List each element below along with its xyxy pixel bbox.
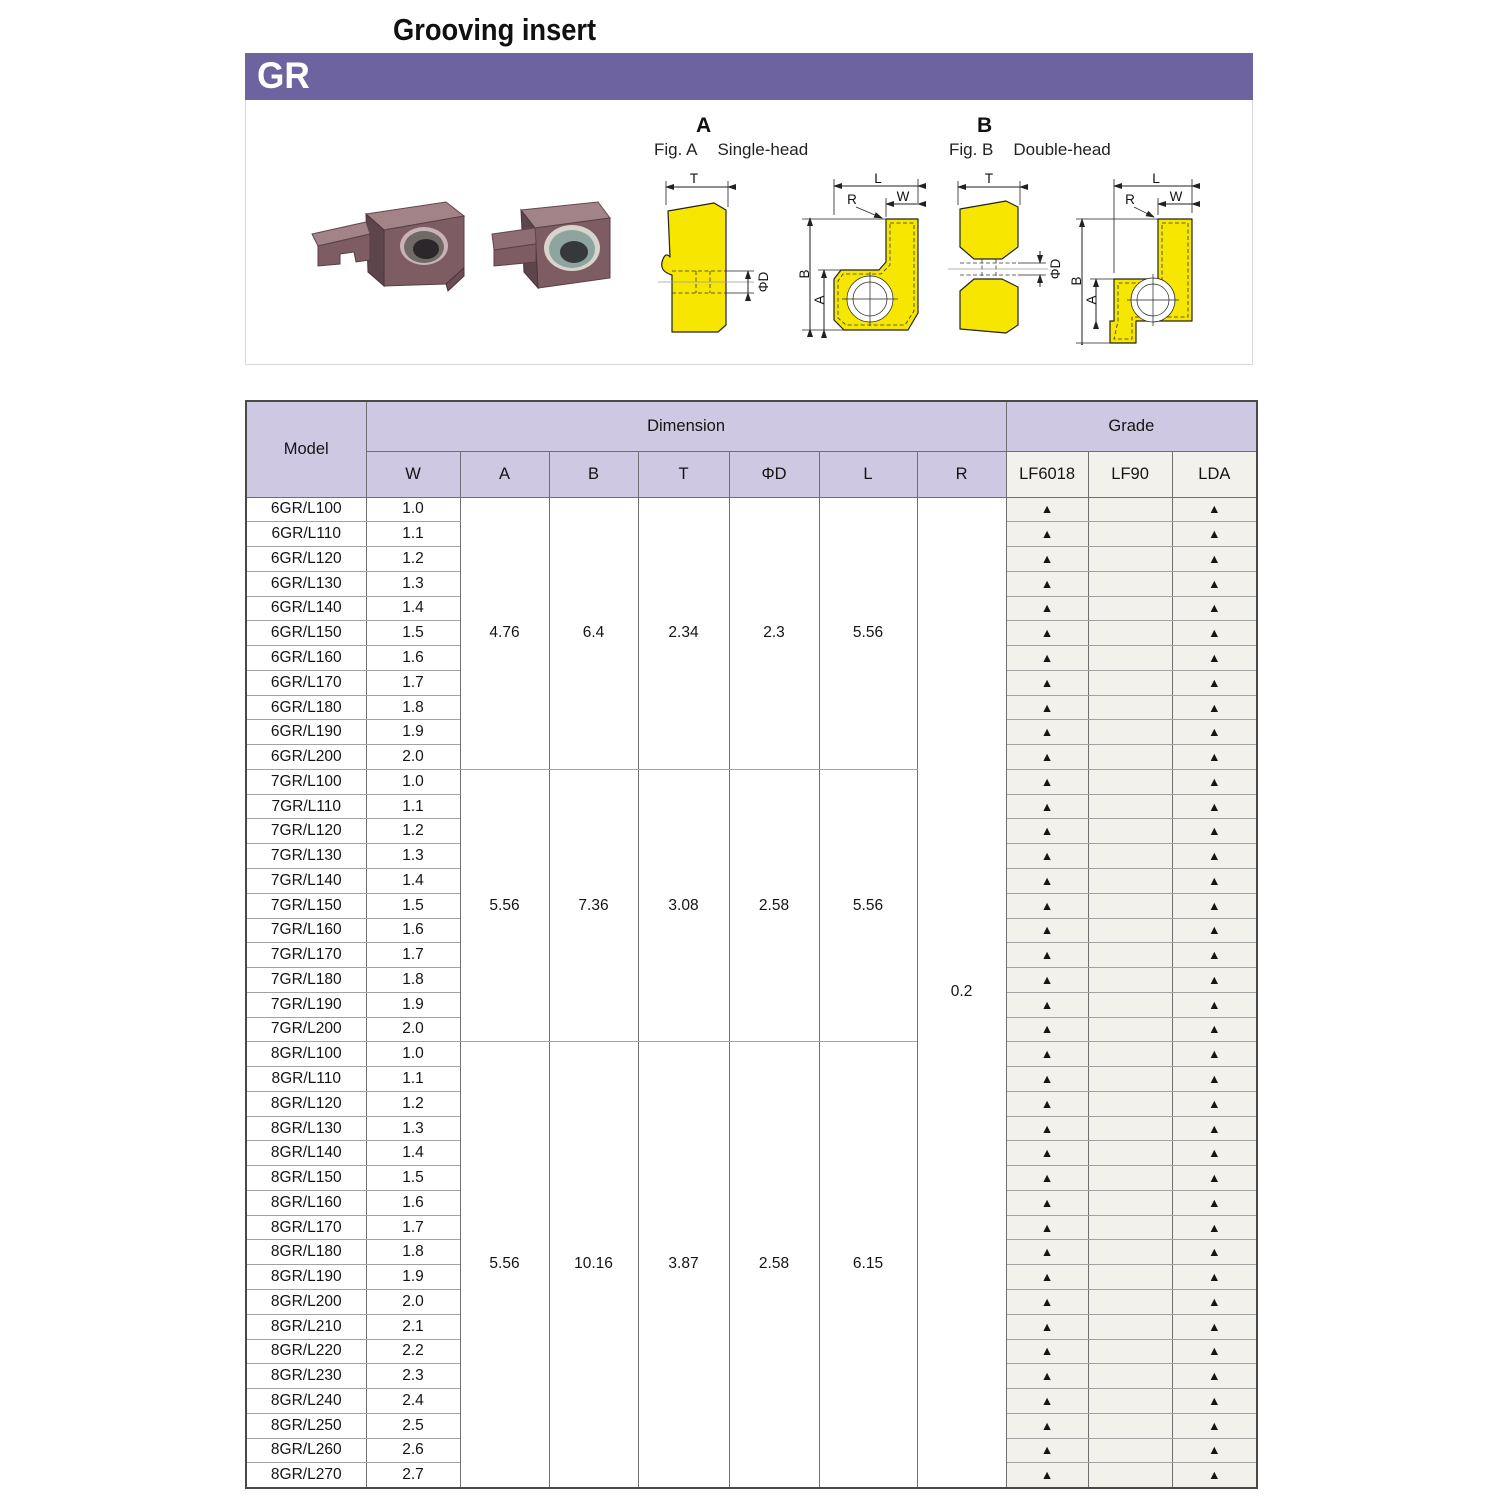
grade-mark-cell-lda: ▲	[1172, 547, 1257, 572]
grade-mark-cell-lf90	[1088, 1116, 1172, 1141]
grade-mark-cell-lf6018: ▲	[1006, 1166, 1088, 1191]
grade-mark-cell-lf90	[1088, 646, 1172, 671]
dim-t-cell: 2.34	[638, 497, 729, 769]
w-cell: 2.3	[366, 1364, 460, 1389]
grade-mark-cell-lf6018: ▲	[1006, 1042, 1088, 1067]
spec-table-body	[246, 497, 1257, 1488]
grade-mark-cell-lf90	[1088, 596, 1172, 621]
fig-a-side-view-diagram	[654, 173, 774, 345]
model-cell: 8GR/L120	[246, 1091, 366, 1116]
col-header-model: Model	[246, 401, 366, 497]
grade-mark-cell-lda: ▲	[1172, 893, 1257, 918]
grade-mark-cell-lda: ▲	[1172, 1166, 1257, 1191]
grade-mark-cell-lf6018: ▲	[1006, 1141, 1088, 1166]
model-cell: 7GR/L170	[246, 943, 366, 968]
model-cell: 7GR/L180	[246, 968, 366, 993]
grade-mark-cell-lda: ▲	[1172, 1339, 1257, 1364]
grade-mark-cell-lda: ▲	[1172, 918, 1257, 943]
model-cell: 7GR/L140	[246, 868, 366, 893]
w-cell: 1.7	[366, 943, 460, 968]
grade-mark-cell-lf6018: ▲	[1006, 1290, 1088, 1315]
w-cell: 1.9	[366, 1265, 460, 1290]
col-header-b: B	[549, 451, 638, 497]
grade-mark-cell-lf6018: ▲	[1006, 1413, 1088, 1438]
grade-mark-cell-lf90	[1088, 1265, 1172, 1290]
col-header-lf90: LF90	[1088, 451, 1172, 497]
w-cell: 1.7	[366, 670, 460, 695]
grade-mark-cell-lf90	[1088, 943, 1172, 968]
w-cell: 1.6	[366, 1190, 460, 1215]
grade-mark-cell-lda: ▲	[1172, 646, 1257, 671]
grade-mark-cell-lf90	[1088, 1290, 1172, 1315]
grade-mark-cell-lf6018: ▲	[1006, 819, 1088, 844]
grade-mark-cell-lf6018: ▲	[1006, 918, 1088, 943]
grade-mark-cell-lf6018: ▲	[1006, 1017, 1088, 1042]
dim-a-cell: 5.56	[460, 769, 549, 1041]
model-cell: 8GR/L200	[246, 1290, 366, 1315]
model-cell: 7GR/L100	[246, 769, 366, 794]
model-cell: 8GR/L130	[246, 1116, 366, 1141]
w-cell: 1.6	[366, 646, 460, 671]
grade-mark-cell-lf90	[1088, 1463, 1172, 1488]
col-header-lda: LDA	[1172, 451, 1257, 497]
w-cell: 1.2	[366, 1091, 460, 1116]
model-cell: 8GR/L100	[246, 1042, 366, 1067]
grade-mark-cell-lda: ▲	[1172, 621, 1257, 646]
w-cell: 2.0	[366, 745, 460, 770]
dim-label-l: L	[1152, 173, 1160, 186]
w-cell: 1.1	[366, 794, 460, 819]
model-cell: 7GR/L190	[246, 992, 366, 1017]
grade-mark-cell-lf90	[1088, 1042, 1172, 1067]
w-cell: 2.4	[366, 1389, 460, 1414]
grade-mark-cell-lf90	[1088, 992, 1172, 1017]
grade-mark-cell-lf90	[1088, 695, 1172, 720]
product-photos	[296, 172, 626, 342]
grade-mark-cell-lda: ▲	[1172, 1463, 1257, 1488]
w-cell: 2.1	[366, 1314, 460, 1339]
grade-mark-cell-lf90	[1088, 893, 1172, 918]
grade-mark-cell-lda: ▲	[1172, 1042, 1257, 1067]
grade-mark-cell-lf90	[1088, 769, 1172, 794]
table-row	[246, 1042, 1257, 1067]
model-cell: 7GR/L200	[246, 1017, 366, 1042]
grade-mark-cell-lf6018: ▲	[1006, 1265, 1088, 1290]
model-cell: 6GR/L150	[246, 621, 366, 646]
grade-mark-cell-lf90	[1088, 497, 1172, 522]
w-cell: 1.6	[366, 918, 460, 943]
grade-mark-cell-lf6018: ▲	[1006, 1438, 1088, 1463]
model-cell: 8GR/L240	[246, 1389, 366, 1414]
grade-mark-cell-lf6018: ▲	[1006, 1067, 1088, 1092]
grade-mark-cell-lf6018: ▲	[1006, 1091, 1088, 1116]
col-header-phid: ΦD	[729, 451, 819, 497]
w-cell: 2.0	[366, 1017, 460, 1042]
product-photo-double-head	[492, 202, 610, 288]
grade-mark-cell-lf90	[1088, 1413, 1172, 1438]
grade-mark-cell-lf90	[1088, 621, 1172, 646]
grade-mark-cell-lf6018: ▲	[1006, 1463, 1088, 1488]
grade-mark-cell-lda: ▲	[1172, 522, 1257, 547]
grade-mark-cell-lf6018: ▲	[1006, 646, 1088, 671]
w-cell: 1.3	[366, 1116, 460, 1141]
w-cell: 1.1	[366, 522, 460, 547]
grade-mark-cell-lda: ▲	[1172, 1438, 1257, 1463]
dim-label-l: L	[874, 173, 882, 186]
model-cell: 8GR/L260	[246, 1438, 366, 1463]
grade-mark-cell-lf90	[1088, 1017, 1172, 1042]
model-cell: 6GR/L200	[246, 745, 366, 770]
grade-mark-cell-lda: ▲	[1172, 819, 1257, 844]
fig-a-caption-type: Single-head	[717, 140, 809, 159]
grade-mark-cell-lf6018: ▲	[1006, 1364, 1088, 1389]
model-cell: 8GR/L250	[246, 1413, 366, 1438]
fig-a-caption	[654, 140, 808, 160]
col-header-grade: Grade	[1006, 401, 1257, 451]
model-cell: 8GR/L140	[246, 1141, 366, 1166]
grade-mark-cell-lda: ▲	[1172, 844, 1257, 869]
page-title: Grooving insert	[393, 12, 597, 47]
w-cell: 1.7	[366, 1215, 460, 1240]
w-cell: 1.5	[366, 621, 460, 646]
dim-label-w: W	[896, 189, 910, 204]
grade-mark-cell-lf90	[1088, 1091, 1172, 1116]
model-cell: 8GR/L160	[246, 1190, 366, 1215]
grade-mark-cell-lf6018: ▲	[1006, 522, 1088, 547]
grade-mark-cell-lf90	[1088, 844, 1172, 869]
model-cell: 7GR/L120	[246, 819, 366, 844]
w-cell: 1.3	[366, 571, 460, 596]
grade-mark-cell-lda: ▲	[1172, 497, 1257, 522]
col-header-lf6018: LF6018	[1006, 451, 1088, 497]
grade-mark-cell-lda: ▲	[1172, 1240, 1257, 1265]
grade-mark-cell-lf90	[1088, 745, 1172, 770]
w-cell: 1.0	[366, 497, 460, 522]
col-header-w: W	[366, 451, 460, 497]
dim-label-t: T	[984, 173, 994, 186]
w-cell: 1.5	[366, 893, 460, 918]
fig-b-caption-type: Double-head	[1013, 140, 1111, 159]
dim-l-cell: 5.56	[819, 769, 917, 1041]
w-cell: 2.7	[366, 1463, 460, 1488]
dim-phid-cell: 2.58	[729, 1042, 819, 1488]
w-cell: 2.6	[366, 1438, 460, 1463]
grade-mark-cell-lda: ▲	[1172, 745, 1257, 770]
w-cell: 1.9	[366, 992, 460, 1017]
w-cell: 1.5	[366, 1166, 460, 1191]
figure-panel	[245, 100, 1253, 365]
model-cell: 8GR/L170	[246, 1215, 366, 1240]
model-cell: 6GR/L110	[246, 522, 366, 547]
grade-mark-cell-lda: ▲	[1172, 695, 1257, 720]
dim-b-cell: 6.4	[549, 497, 638, 769]
grade-mark-cell-lda: ▲	[1172, 1091, 1257, 1116]
grade-mark-cell-lda: ▲	[1172, 1389, 1257, 1414]
w-cell: 1.4	[366, 868, 460, 893]
w-cell: 1.8	[366, 968, 460, 993]
w-cell: 1.8	[366, 695, 460, 720]
grade-mark-cell-lf6018: ▲	[1006, 1240, 1088, 1265]
grade-mark-cell-lda: ▲	[1172, 1413, 1257, 1438]
series-code: GR	[257, 55, 310, 96]
grade-mark-cell-lf6018: ▲	[1006, 844, 1088, 869]
grade-mark-cell-lf90	[1088, 522, 1172, 547]
grade-mark-cell-lda: ▲	[1172, 1290, 1257, 1315]
model-cell: 8GR/L270	[246, 1463, 366, 1488]
model-cell: 6GR/L120	[246, 547, 366, 572]
dim-label-b: B	[1069, 276, 1084, 286]
w-cell: 1.3	[366, 844, 460, 869]
fig-a-letter: A	[696, 114, 712, 137]
w-cell: 1.9	[366, 720, 460, 745]
dim-phid-cell: 2.58	[729, 769, 819, 1041]
fig-b-side-view-diagram	[944, 173, 1064, 345]
dim-label-phid: ΦD	[756, 271, 771, 293]
model-cell: 6GR/L100	[246, 497, 366, 522]
model-cell: 8GR/L230	[246, 1364, 366, 1389]
dim-r-cell: 0.2	[917, 497, 1006, 1488]
grade-mark-cell-lf6018: ▲	[1006, 547, 1088, 572]
dim-l-cell: 6.15	[819, 1042, 917, 1488]
dim-label-r: R	[1125, 192, 1135, 207]
grade-mark-cell-lf6018: ▲	[1006, 670, 1088, 695]
grade-mark-cell-lf6018: ▲	[1006, 695, 1088, 720]
grade-mark-cell-lf90	[1088, 1166, 1172, 1191]
grade-mark-cell-lda: ▲	[1172, 1141, 1257, 1166]
dim-t-cell: 3.87	[638, 1042, 729, 1488]
grade-mark-cell-lda: ▲	[1172, 992, 1257, 1017]
grade-mark-cell-lf90	[1088, 1067, 1172, 1092]
product-photo-single-head	[312, 202, 464, 291]
grade-mark-cell-lda: ▲	[1172, 720, 1257, 745]
fig-b-caption	[949, 140, 1111, 160]
model-cell: 6GR/L170	[246, 670, 366, 695]
col-header-dimension: Dimension	[366, 401, 1006, 451]
grade-mark-cell-lda: ▲	[1172, 670, 1257, 695]
table-row	[246, 769, 1257, 794]
model-cell: 7GR/L160	[246, 918, 366, 943]
dim-label-a: A	[1084, 295, 1099, 305]
dim-a-cell: 4.76	[460, 497, 549, 769]
model-cell: 6GR/L190	[246, 720, 366, 745]
grade-mark-cell-lf6018: ▲	[1006, 794, 1088, 819]
w-cell: 1.4	[366, 1141, 460, 1166]
dim-label-t: T	[689, 173, 699, 186]
grade-mark-cell-lda: ▲	[1172, 769, 1257, 794]
model-cell: 8GR/L110	[246, 1067, 366, 1092]
grade-mark-cell-lf6018: ▲	[1006, 992, 1088, 1017]
model-cell: 7GR/L110	[246, 794, 366, 819]
col-header-l: L	[819, 451, 917, 497]
spec-table-container	[245, 400, 1258, 1489]
dim-b-cell: 7.36	[549, 769, 638, 1041]
grade-mark-cell-lf6018: ▲	[1006, 1339, 1088, 1364]
grade-mark-cell-lf6018: ▲	[1006, 868, 1088, 893]
dim-label-w: W	[1169, 189, 1183, 204]
grade-mark-cell-lf90	[1088, 547, 1172, 572]
grade-mark-cell-lda: ▲	[1172, 1215, 1257, 1240]
model-cell: 7GR/L150	[246, 893, 366, 918]
grade-mark-cell-lf6018: ▲	[1006, 1116, 1088, 1141]
grade-mark-cell-lda: ▲	[1172, 968, 1257, 993]
dim-label-phid: ΦD	[1048, 258, 1063, 280]
table-row	[246, 497, 1257, 522]
dim-l-cell: 5.56	[819, 497, 917, 769]
col-header-r: R	[917, 451, 1006, 497]
grade-mark-cell-lf6018: ▲	[1006, 1190, 1088, 1215]
dim-a-cell: 5.56	[460, 1042, 549, 1488]
grade-mark-cell-lda: ▲	[1172, 1017, 1257, 1042]
model-cell: 8GR/L210	[246, 1314, 366, 1339]
w-cell: 2.0	[366, 1290, 460, 1315]
model-cell: 6GR/L160	[246, 646, 366, 671]
fig-b-front-view-diagram	[1068, 173, 1203, 345]
grade-mark-cell-lf90	[1088, 794, 1172, 819]
grade-mark-cell-lda: ▲	[1172, 1265, 1257, 1290]
grade-mark-cell-lf6018: ▲	[1006, 497, 1088, 522]
w-cell: 2.5	[366, 1413, 460, 1438]
grade-mark-cell-lf90	[1088, 1389, 1172, 1414]
model-cell: 7GR/L130	[246, 844, 366, 869]
grade-mark-cell-lda: ▲	[1172, 794, 1257, 819]
w-cell: 1.0	[366, 769, 460, 794]
model-cell: 6GR/L130	[246, 571, 366, 596]
grade-mark-cell-lda: ▲	[1172, 571, 1257, 596]
grade-mark-cell-lf6018: ▲	[1006, 769, 1088, 794]
grade-mark-cell-lf6018: ▲	[1006, 621, 1088, 646]
grade-mark-cell-lf90	[1088, 1364, 1172, 1389]
grade-mark-cell-lf6018: ▲	[1006, 745, 1088, 770]
grade-mark-cell-lda: ▲	[1172, 868, 1257, 893]
grade-mark-cell-lf90	[1088, 1190, 1172, 1215]
grade-mark-cell-lda: ▲	[1172, 1190, 1257, 1215]
dim-phid-cell: 2.3	[729, 497, 819, 769]
grade-mark-cell-lf6018: ▲	[1006, 893, 1088, 918]
grade-mark-cell-lda: ▲	[1172, 1116, 1257, 1141]
w-cell: 1.2	[366, 547, 460, 572]
spec-table	[245, 400, 1258, 1489]
col-header-a: A	[460, 451, 549, 497]
grade-mark-cell-lf90	[1088, 720, 1172, 745]
grade-mark-cell-lf90	[1088, 571, 1172, 596]
model-cell: 8GR/L190	[246, 1265, 366, 1290]
dim-b-cell: 10.16	[549, 1042, 638, 1488]
fig-b-letter: B	[977, 114, 993, 137]
grade-mark-cell-lf6018: ▲	[1006, 943, 1088, 968]
grade-mark-cell-lf6018: ▲	[1006, 571, 1088, 596]
grade-mark-cell-lf90	[1088, 1215, 1172, 1240]
fig-b-caption-id: Fig. B	[949, 140, 994, 159]
grade-mark-cell-lf90	[1088, 1339, 1172, 1364]
model-cell: 6GR/L180	[246, 695, 366, 720]
grade-mark-cell-lf6018: ▲	[1006, 1215, 1088, 1240]
grade-mark-cell-lf6018: ▲	[1006, 968, 1088, 993]
dim-label-r: R	[847, 192, 857, 207]
grade-mark-cell-lf90	[1088, 1141, 1172, 1166]
grade-mark-cell-lf90	[1088, 918, 1172, 943]
model-cell: 8GR/L180	[246, 1240, 366, 1265]
grade-mark-cell-lf6018: ▲	[1006, 720, 1088, 745]
w-cell: 1.4	[366, 596, 460, 621]
w-cell: 1.2	[366, 819, 460, 844]
model-cell: 8GR/L220	[246, 1339, 366, 1364]
grade-mark-cell-lf6018: ▲	[1006, 1389, 1088, 1414]
w-cell: 1.0	[366, 1042, 460, 1067]
grade-mark-cell-lf90	[1088, 819, 1172, 844]
grade-mark-cell-lda: ▲	[1172, 943, 1257, 968]
fig-a-front-view-diagram	[794, 173, 929, 345]
w-cell: 1.1	[366, 1067, 460, 1092]
grade-mark-cell-lf6018: ▲	[1006, 1314, 1088, 1339]
grade-mark-cell-lda: ▲	[1172, 596, 1257, 621]
fig-a-caption-id: Fig. A	[654, 140, 698, 159]
model-cell: 8GR/L150	[246, 1166, 366, 1191]
grade-mark-cell-lda: ▲	[1172, 1067, 1257, 1092]
model-cell: 6GR/L140	[246, 596, 366, 621]
grade-mark-cell-lf90	[1088, 1314, 1172, 1339]
w-cell: 2.2	[366, 1339, 460, 1364]
col-header-t: T	[638, 451, 729, 497]
grade-mark-cell-lf90	[1088, 868, 1172, 893]
grade-mark-cell-lf90	[1088, 968, 1172, 993]
grade-mark-cell-lf90	[1088, 670, 1172, 695]
grade-mark-cell-lda: ▲	[1172, 1314, 1257, 1339]
grade-mark-cell-lf90	[1088, 1240, 1172, 1265]
dim-label-a: A	[812, 295, 827, 305]
series-banner	[245, 53, 1253, 100]
grade-mark-cell-lda: ▲	[1172, 1364, 1257, 1389]
dim-t-cell: 3.08	[638, 769, 729, 1041]
dim-label-b: B	[797, 269, 812, 279]
grade-mark-cell-lf90	[1088, 1438, 1172, 1463]
w-cell: 1.8	[366, 1240, 460, 1265]
grade-mark-cell-lf6018: ▲	[1006, 596, 1088, 621]
